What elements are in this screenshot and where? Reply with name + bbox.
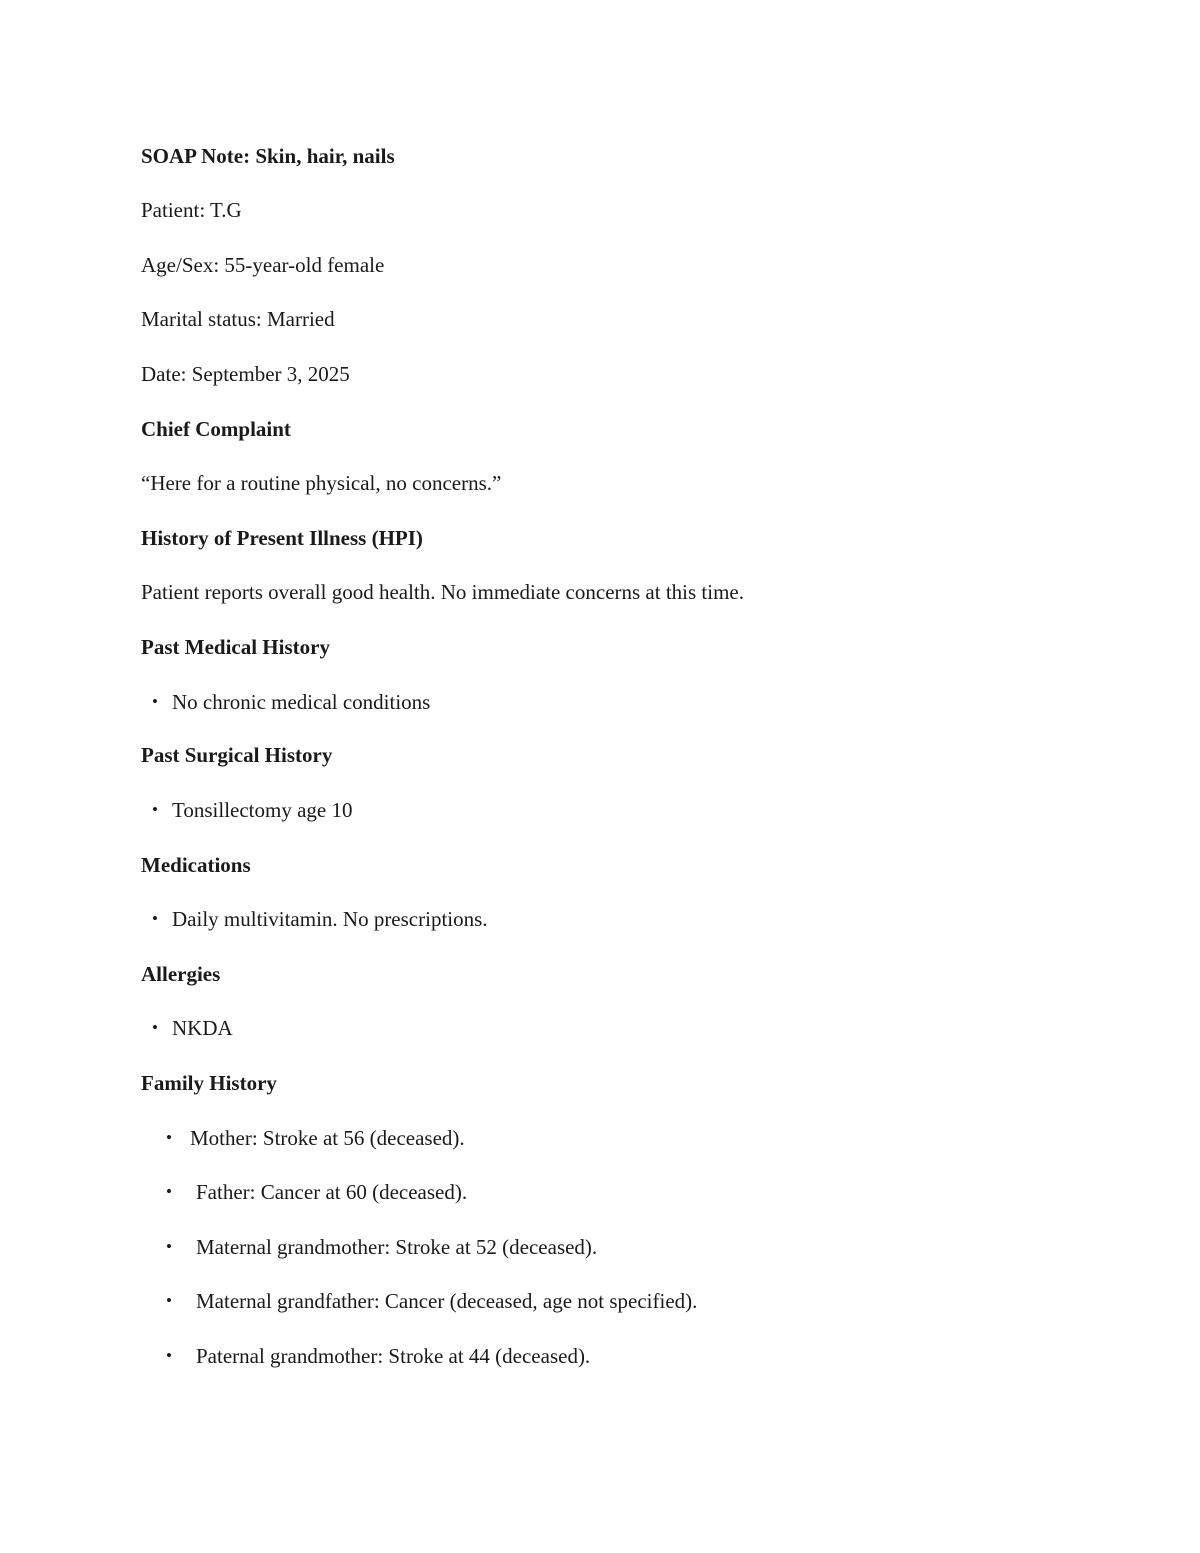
- list-item: Tonsillectomy age 10: [172, 798, 353, 822]
- bullet-icon: •: [152, 1018, 158, 1037]
- chief-complaint-heading: Chief Complaint: [141, 417, 291, 441]
- date-line: Date: September 3, 2025: [141, 362, 350, 386]
- document-title: SOAP Note: Skin, hair, nails: [141, 144, 395, 168]
- medications-heading: Medications: [141, 853, 251, 877]
- patient-line: Patient: T.G: [141, 198, 242, 222]
- list-item: No chronic medical conditions: [172, 690, 431, 714]
- age-sex-line: Age/Sex: 55-year-old female: [141, 253, 385, 277]
- list-item: Maternal grandfather: Cancer (deceased, age not specified).: [196, 1289, 698, 1313]
- past-medical-history-heading: Past Medical History: [141, 635, 330, 659]
- family-history-heading: Family History: [141, 1071, 277, 1095]
- bullet-icon: •: [166, 1128, 172, 1147]
- bullet-icon: •: [166, 1182, 172, 1201]
- list-item: Father: Cancer at 60 (deceased).: [196, 1180, 468, 1204]
- hpi-heading: History of Present Illness (HPI): [141, 526, 423, 550]
- bullet-icon: •: [152, 909, 158, 928]
- chief-complaint-text: “Here for a routine physical, no concerns.”: [141, 471, 502, 495]
- list-item: Maternal grandmother: Stroke at 52 (deceased).: [196, 1235, 598, 1259]
- list-item: Mother: Stroke at 56 (deceased).: [190, 1126, 465, 1150]
- list-item: Paternal grandmother: Stroke at 44 (deceased).: [196, 1344, 591, 1368]
- past-surgical-history-heading: Past Surgical History: [141, 743, 333, 767]
- allergies-heading: Allergies: [141, 962, 221, 986]
- bullet-icon: •: [166, 1291, 172, 1310]
- bullet-icon: •: [152, 692, 158, 711]
- marital-status-line: Marital status: Married: [141, 307, 335, 331]
- bullet-icon: •: [152, 800, 158, 819]
- hpi-text: Patient reports overall good health. No immediate concerns at this time.: [141, 580, 745, 604]
- bullet-icon: •: [166, 1237, 172, 1256]
- bullet-icon: •: [166, 1346, 172, 1365]
- list-item: NKDA: [172, 1016, 233, 1040]
- list-item: Daily multivitamin. No prescriptions.: [172, 907, 488, 931]
